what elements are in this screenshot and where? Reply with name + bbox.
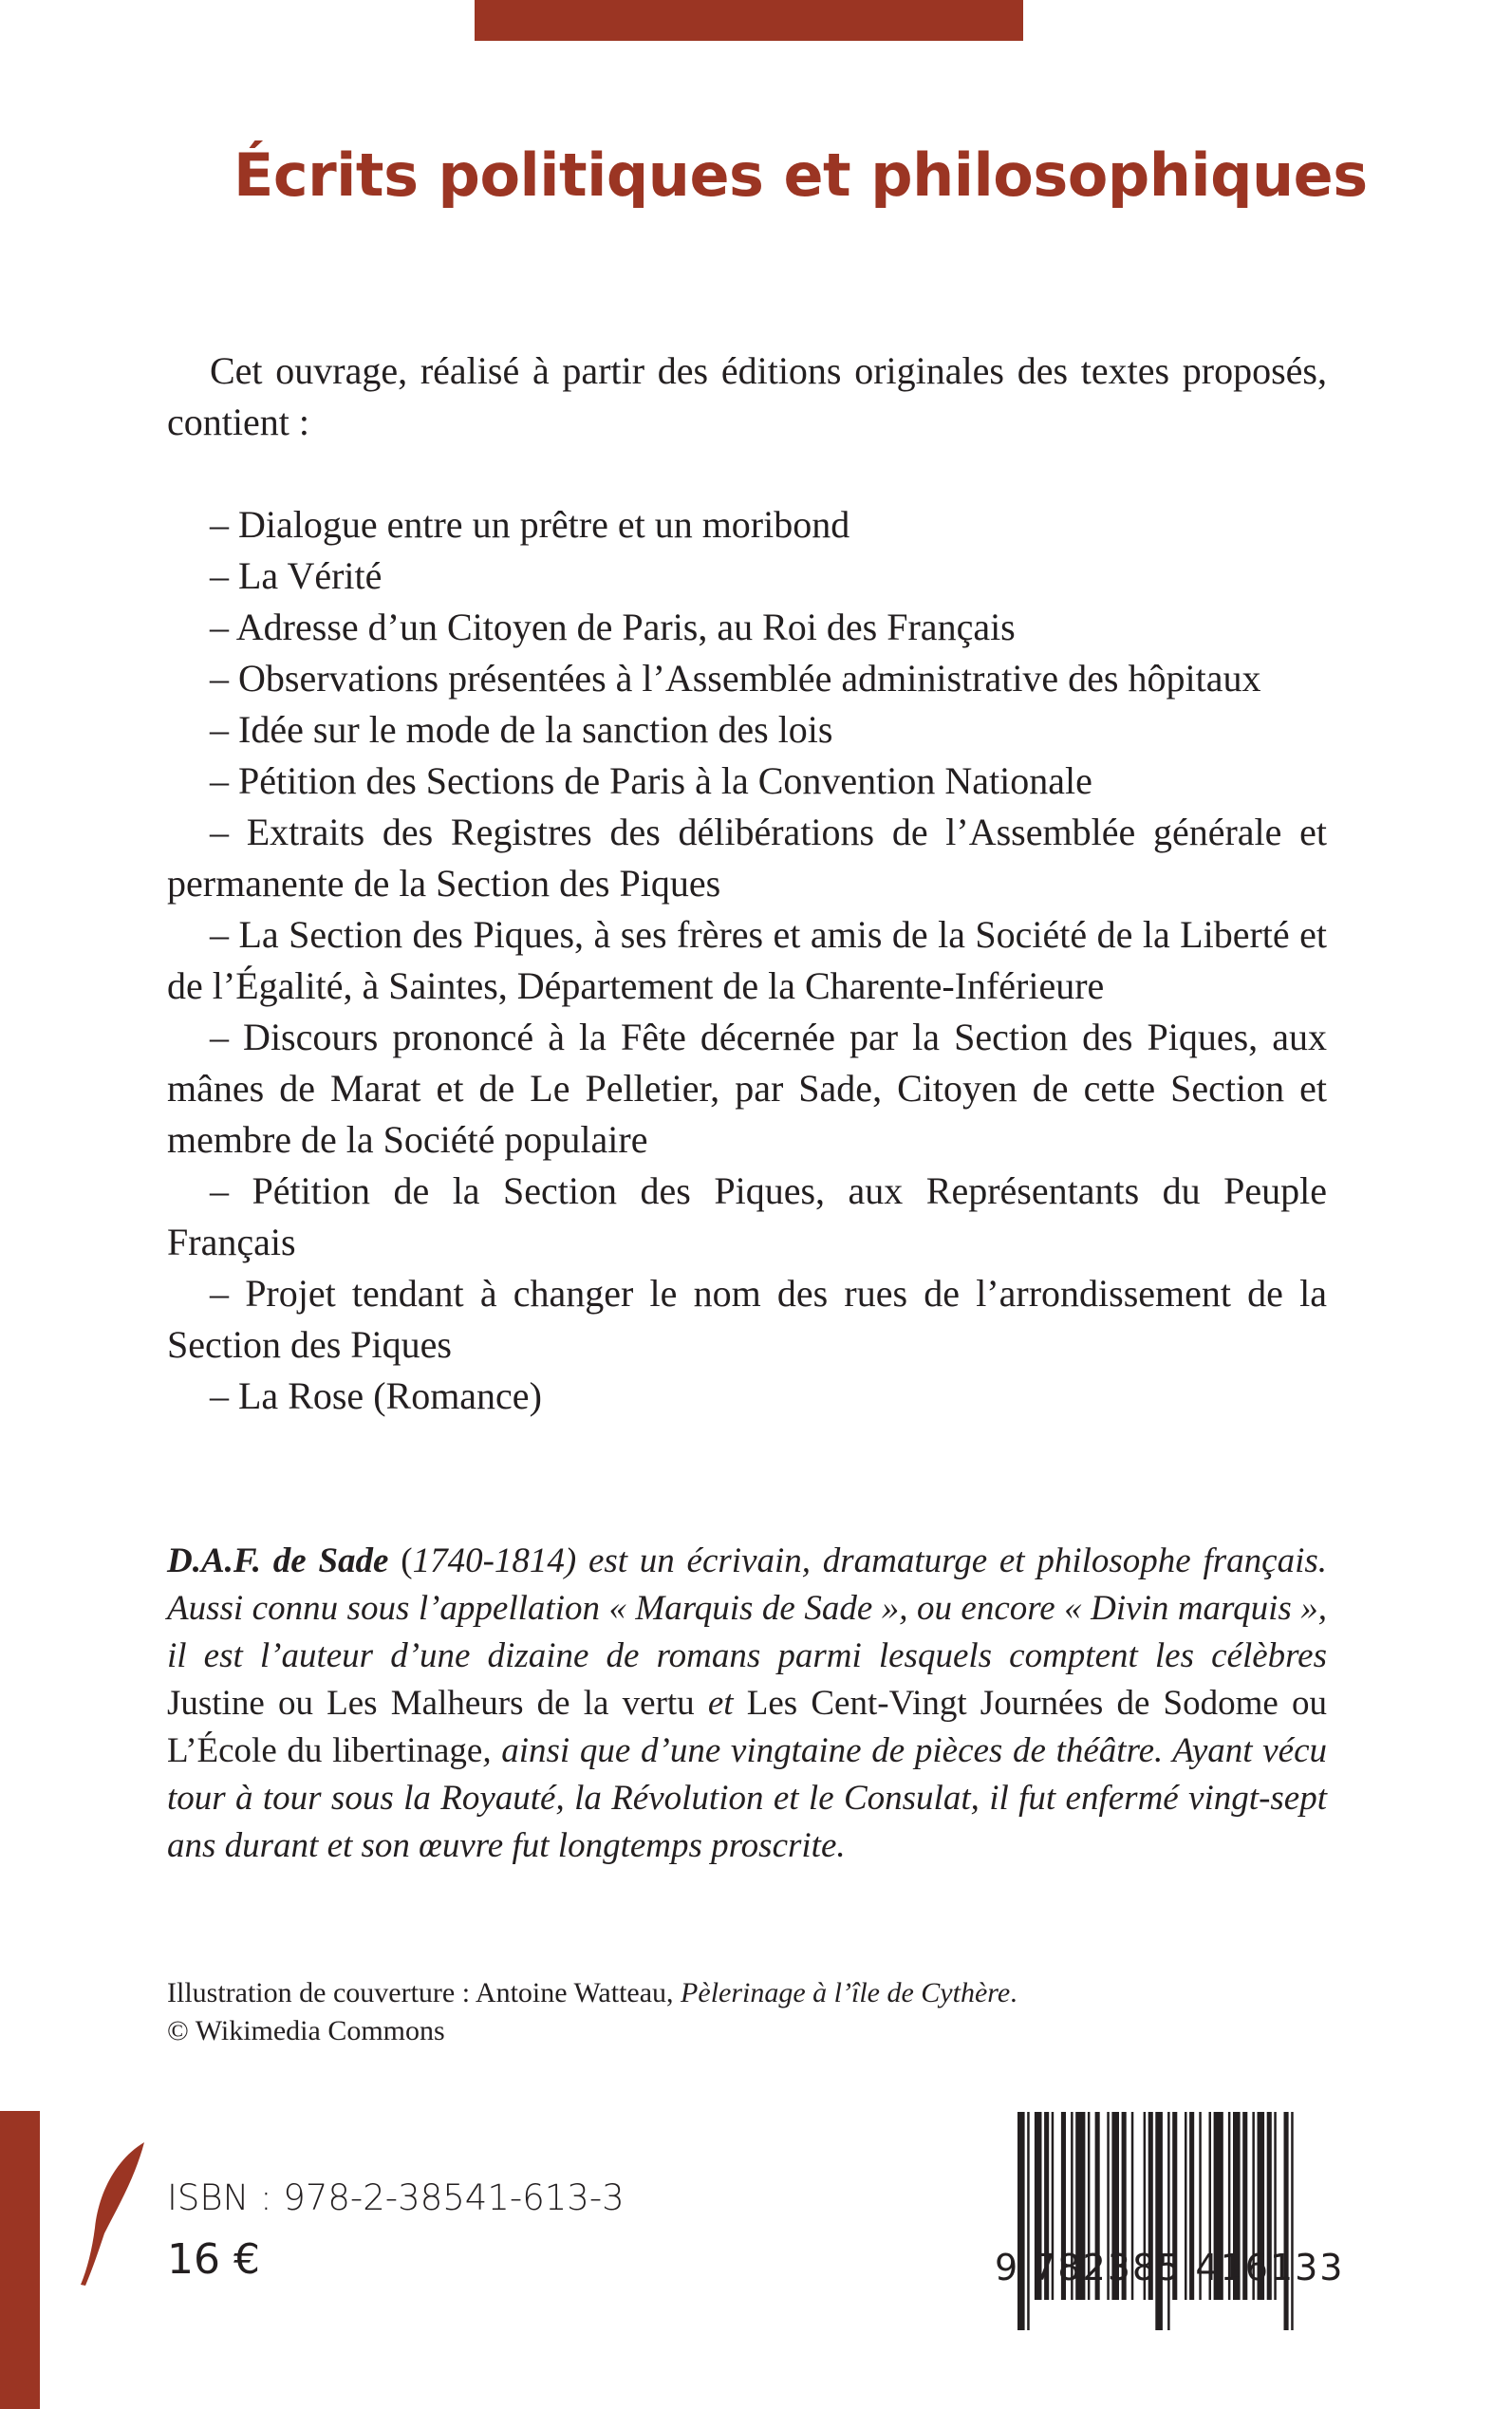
- credit-end: .: [1010, 1977, 1017, 2008]
- author-name: D.A.F. de Sade: [167, 1541, 389, 1580]
- credit-work: Pèlerinage à l’île de Cythère: [681, 1977, 1011, 2008]
- contents-item: – La Rose (Romance): [210, 1374, 542, 1417]
- contents-item: – Projet tendant à changer le nom des rues de l’arrondissement de la Section des Piques: [167, 1272, 1327, 1366]
- contents-item: – Discours prononcé à la Fête décernée par la Section des Piques, aux mânes de Marat et de Le Pelletier, par Sade, Citoyen de cette Section et membre de la Société populaire: [167, 1016, 1327, 1161]
- contents-section: [167, 345, 1327, 1422]
- barcode-bar: [1027, 2112, 1030, 2330]
- contents-item: – Dialogue entre un prêtre et un moribond: [210, 503, 850, 546]
- illustration-credit: [167, 1974, 1116, 2050]
- bio-work-2: Les Cent-Vingt Journées de Sodome ou L’École du libertinage: [167, 1684, 1328, 1770]
- contents-item: – La Section des Piques, à ses frères et amis de la Société de la Liberté et de l’Égalité, à Saintes, Département de la Charente-Inférieure: [167, 913, 1327, 1007]
- author-bio: [167, 1538, 1327, 1870]
- barcode-bar: [1155, 2112, 1163, 2330]
- credit-source: © Wikimedia Commons: [167, 2015, 445, 2046]
- barcode-bar: [1167, 2112, 1170, 2330]
- bio-text-1: 1740-1814) est un écrivain, dramaturge et philosophe français. Aussi connu sous l’appellation « Marquis de Sade », ou encore « Divin marquis », il est l’auteur d’une dizaine de romans parmi lesquels comptent les célèbres: [167, 1541, 1327, 1675]
- contents-item: – Pétition des Sections de Paris à la Convention Nationale: [210, 759, 1092, 802]
- isbn: ISBN : 978-2-38541-613-3: [167, 2177, 625, 2218]
- contents-item: – Idée sur le mode de la sanction des lois: [210, 708, 833, 751]
- barcode-bar: [1017, 2112, 1025, 2330]
- bio-text-2: , ainsi que d’une vingtaine de pièces de théâtre. Ayant vécu tour à tour sous la Royauté, la Révolution et le Consulat, il fut enfermé vingt-sept ans durant et son œuvre fut longtemps proscrite.: [167, 1731, 1328, 1865]
- barcode-number: 9 782385 416133: [995, 2247, 1345, 2288]
- book-title: Écrits politiques et philosophiques: [233, 140, 1368, 210]
- barcode-bar: [1284, 2112, 1289, 2330]
- contents-item: – La Vérité: [210, 554, 383, 597]
- quill-logo-icon: [78, 2140, 146, 2287]
- credit-line: [167, 1974, 1116, 2012]
- top-color-band: [475, 0, 1023, 41]
- contents-list: [167, 499, 1327, 1422]
- contents-item: – Observations présentées à l’Assemblée administrative des hôpitaux: [210, 657, 1261, 700]
- bio-et: et: [694, 1684, 747, 1723]
- contents-item: – Pétition de la Section des Piques, aux Représentants du Peuple Français: [167, 1169, 1327, 1263]
- intro-paragraph: Cet ouvrage, réalisé à partir des éditions originales des textes proposés, contient :: [167, 349, 1327, 443]
- bio-paren: (: [388, 1541, 413, 1580]
- price: 16 €: [167, 2235, 260, 2284]
- side-color-band: [0, 2111, 40, 2409]
- bio-work-1: Justine ou Les Malheurs de la vertu: [167, 1684, 695, 1723]
- contents-item: – Extraits des Registres des délibérations de l’Assemblée générale et permanente de la Section des Piques: [167, 811, 1327, 905]
- credit-label: Illustration de couverture : Antoine Watteau,: [167, 1977, 681, 2008]
- contents-item: – Adresse d’un Citoyen de Paris, au Roi des Français: [210, 606, 1016, 648]
- barcode-bar: [1291, 2112, 1294, 2330]
- barcode-icon: [1016, 2112, 1338, 2330]
